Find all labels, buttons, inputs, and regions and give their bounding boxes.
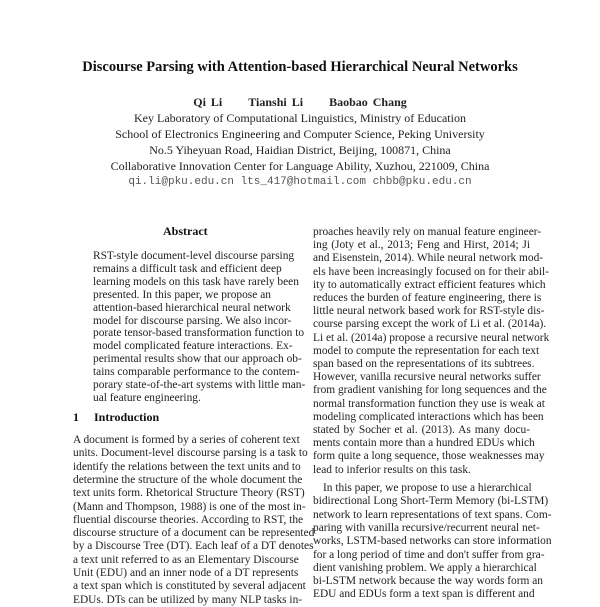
- text-line: normal transformation function they use is weak at: [313, 397, 545, 410]
- affiliation-line: School of Electronics Engineering and Computer Science, Peking University: [115, 127, 485, 141]
- section-title: Introduction: [94, 410, 160, 424]
- text-line: However, vanilla recursive neural networks suffer: [313, 371, 541, 384]
- text-line: a text span which is constituted by several adjacent: [73, 580, 306, 593]
- text-line: stated by Socher et al. (2013). As many docu-: [313, 424, 530, 436]
- text-line: a text unit referred to as an Elementary Discourse: [73, 553, 299, 566]
- text-line: by a Discourse Tree (DT). Each leaf of a DT denotes: [73, 540, 314, 553]
- section-heading-introduction: [73, 410, 159, 425]
- text-line: bidirectional Long Short-Term Memory (bi-LSTM): [313, 495, 549, 508]
- text-line: ity to automatically extract efficient features which: [313, 278, 546, 291]
- author-emails: qi.li@pku.edu.cn lts_417@hotmail.com chbb@pku.edu.cn: [128, 176, 472, 188]
- text-line: ual feature engineering.: [93, 391, 201, 404]
- text-line: reduces the burden of feature engineering, there is: [313, 292, 542, 304]
- text-line: little neural network based work for RST-style dis-: [313, 305, 545, 318]
- text-line: discourse structure of a document can be represented: [73, 527, 315, 540]
- text-line: modeling complicated interactions which has been: [313, 410, 544, 423]
- text-line: identify the relations between the text units and to: [73, 460, 301, 473]
- text-line: from gradient vanishing for long sequences and the: [313, 384, 547, 397]
- text-line: course parsing except the work of Li et al. (2014a).: [313, 318, 547, 331]
- text-line: tains comparable performance to the contem-: [93, 366, 300, 379]
- text-line: text units form. Rhetorical Structure Theory (RST): [73, 487, 305, 500]
- affiliation-line: Key Laboratory of Computational Linguistics, Ministry of Education: [134, 111, 466, 125]
- text-line: dient vanishing problem. We apply a hierarchical: [313, 561, 537, 574]
- text-line: network to learn representations of text spans. Com-: [313, 508, 552, 521]
- text-line: ing (Joty et al., 2013; Feng and Hirst, 2014; Ji: [313, 239, 530, 252]
- text-line: attention-based hierarchical neural network: [93, 301, 291, 314]
- text-line: learning models on this task have rarely been: [93, 275, 299, 288]
- text-line: A document is formed by a series of coherent text: [73, 434, 300, 446]
- text-line: fluential discourse theories. According to RST, the: [73, 513, 304, 526]
- paper-title: Discourse Parsing with Attention-based Hierarchical Neural Networks: [82, 59, 518, 75]
- text-line: paring with vanilla recursive/recurrent neural net-: [313, 521, 540, 534]
- author-name: Qi Li: [193, 95, 223, 109]
- text-line: lead to inferior results on this task.: [313, 463, 471, 476]
- text-line: for a long period of time and don't suffer from gra-: [313, 548, 545, 561]
- text-line: RST-style document-level discourse parsing: [93, 250, 295, 262]
- text-line: determine the structure of the whole document the: [73, 473, 303, 486]
- text-line: model for discourse parsing. We also incor-: [93, 314, 292, 327]
- text-line: Li et al. (2014a) propose a recursive neural network: [313, 331, 550, 344]
- affiliation-line: Collaborative Innovation Center for Language Ability, Xuzhou, 221009, China: [110, 159, 490, 173]
- text-line: model to compute the representation for each text: [313, 344, 540, 357]
- text-line: span based on the representations of its subtrees.: [313, 358, 535, 370]
- text-line: perimental results show that our approach ob-: [93, 353, 302, 366]
- text-line: bi-LSTM network because the way words form an: [313, 575, 543, 588]
- text-line: and Eisenstein, 2014). While neural network mod-: [313, 252, 544, 265]
- text-line: EDU and EDUs form a text span is different and: [313, 588, 535, 601]
- affiliation-line: No.5 Yiheyuan Road, Haidian District, Beijing, 100871, China: [149, 143, 451, 157]
- text-line: remains a difficult task and efficient deep: [93, 262, 282, 275]
- author-list: [0, 95, 600, 110]
- author-name: Baobao Chang: [329, 95, 407, 109]
- text-line: els have been increasingly focused on for their abil-: [313, 265, 549, 278]
- text-line: model complicated feature interactions. Ex-: [93, 340, 293, 353]
- text-line: works, LSTM-based networks can store information: [313, 535, 552, 548]
- text-line: presented. In this paper, we propose an: [93, 288, 271, 301]
- text-line: (Mann and Thompson, 1988) is one of the most in-: [73, 500, 306, 513]
- author-name: Tianshi Li: [248, 95, 304, 109]
- text-line: form quite a long sequence, those weaknesses may: [313, 450, 545, 463]
- text-line: In this paper, we propose to use a hierarchical: [323, 482, 532, 494]
- abstract-heading: Abstract: [163, 224, 208, 238]
- text-line: ments contain more than a hundred EDUs which: [313, 437, 535, 450]
- section-number: 1: [73, 410, 79, 424]
- text-line: porary state-of-the-art systems with little man-: [93, 379, 306, 391]
- text-line: EDUs. DTs can be utilized by many NLP tasks in-: [73, 593, 303, 606]
- text-line: proaches heavily rely on manual feature engineer-: [313, 226, 542, 238]
- text-line: porate tensor-based transformation function to: [93, 327, 305, 340]
- text-line: units. Document-level discourse parsing is a task to: [73, 447, 308, 460]
- text-line: Unit (EDU) and an inner node of a DT represents: [73, 567, 299, 579]
